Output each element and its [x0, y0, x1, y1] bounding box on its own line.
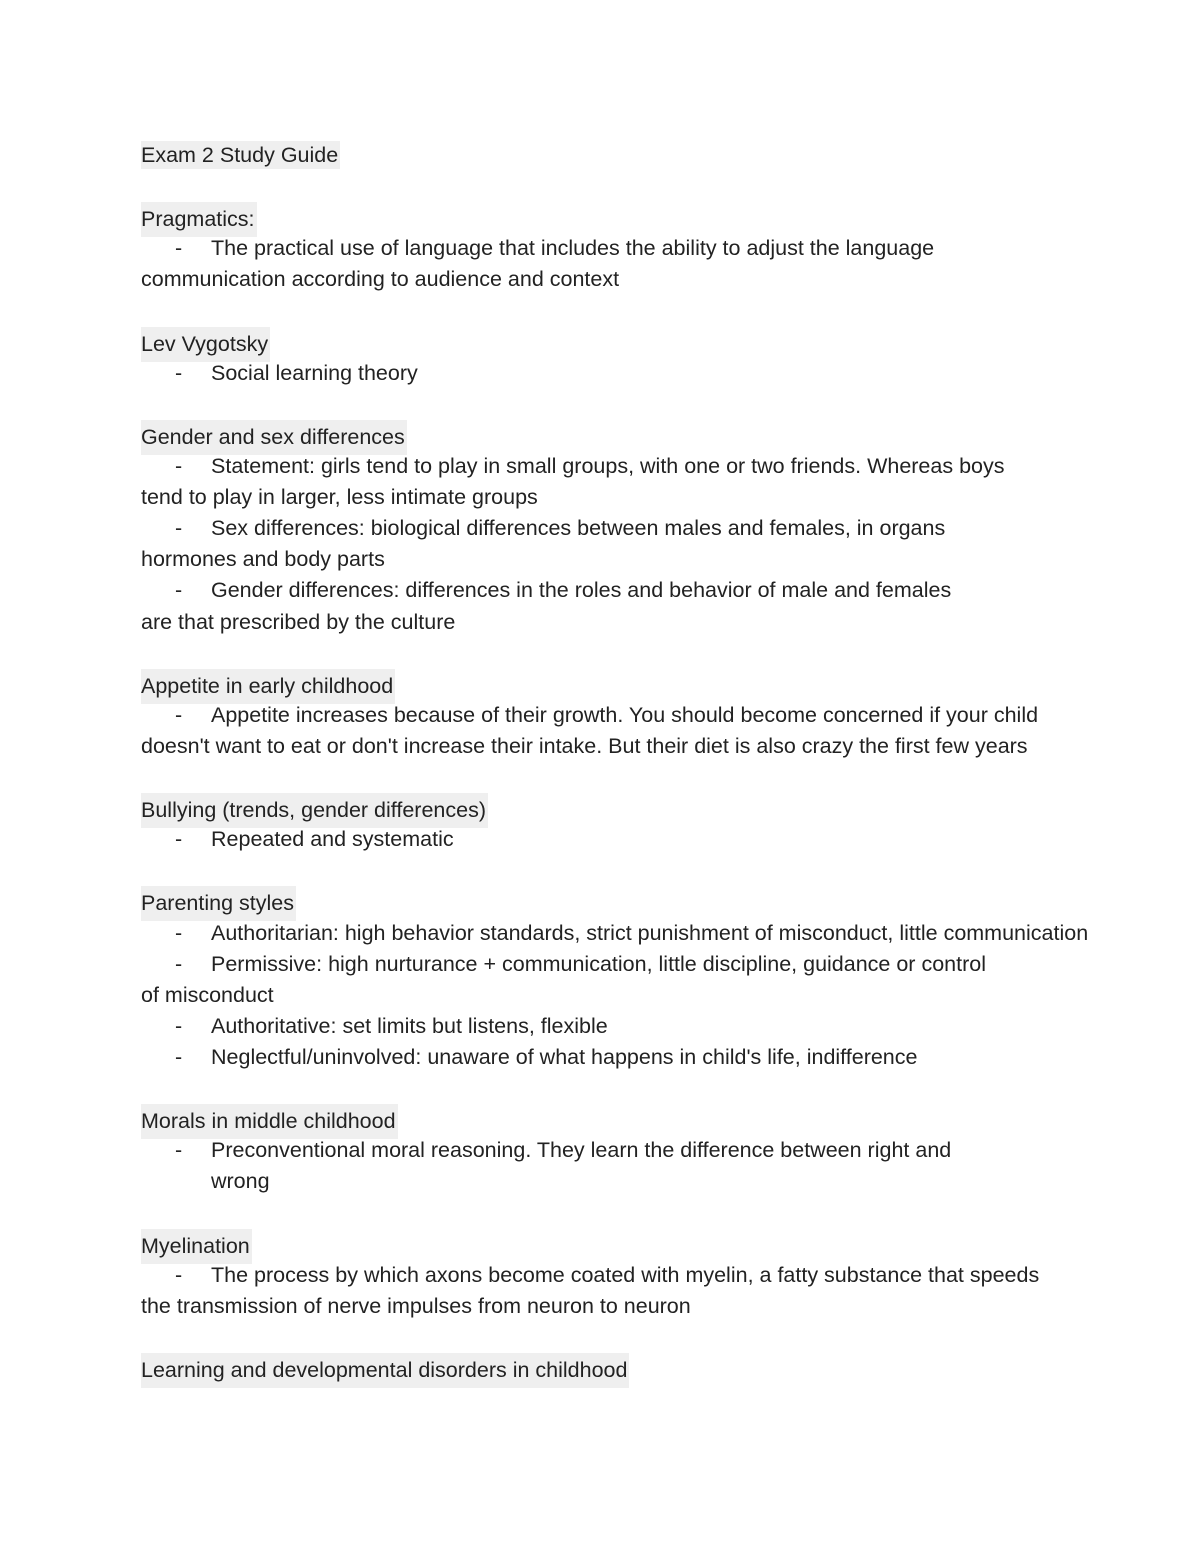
- section-heading: [0, 420, 1200, 451]
- bullet-dash-icon: -: [175, 827, 183, 851]
- bullet-continuation: [0, 482, 1200, 513]
- page-title: [141, 140, 340, 171]
- bullet-continuation-text: doesn't want to eat or don't increase their intake. But their diet is also crazy the first few years: [141, 734, 1028, 758]
- bullet-text: Sex differences: biological differences between males and females, in organs: [211, 516, 946, 540]
- bullet-dash-icon: -: [175, 578, 183, 602]
- bullet-item: [0, 1135, 1200, 1166]
- section-heading-text: Parenting styles: [141, 886, 296, 921]
- bullet-item: [0, 918, 1200, 949]
- bullet-text: Social learning theory: [211, 361, 418, 385]
- section-heading: [0, 1353, 1200, 1384]
- bullet-text: Authoritative: set limits but listens, flexible: [211, 1014, 608, 1038]
- bullet-continuation-text: communication according to audience and context: [141, 267, 620, 291]
- bullet-text: Statement: girls tend to play in small groups, with one or two friends. Whereas boys: [211, 454, 1005, 478]
- bullet-item: [0, 451, 1200, 482]
- bullet-continuation: [0, 980, 1200, 1011]
- bullet-text: Authoritarian: high behavior standards, strict punishment of misconduct, little communication: [211, 921, 1089, 945]
- section-heading-text: Bullying (trends, gender differences): [141, 793, 488, 828]
- section-heading-text: Gender and sex differences: [141, 420, 407, 455]
- bullet-item: [0, 1011, 1200, 1042]
- section-heading-text: Appetite in early childhood: [141, 669, 395, 704]
- bullet-text: Appetite increases because of their growth. You should become concerned if your child: [211, 703, 1039, 727]
- bullet-continuation-text: of misconduct: [141, 983, 274, 1007]
- section-heading: [0, 327, 1200, 358]
- bullet-continuation: [0, 731, 1200, 762]
- bullet-item: [0, 233, 1200, 264]
- section-heading-text: Myelination: [141, 1229, 252, 1264]
- bullet-text: The practical use of language that includes the ability to adjust the language: [211, 236, 935, 260]
- bullet-dash-icon: -: [175, 236, 183, 260]
- bullet-item: [0, 700, 1200, 731]
- bullet-dash-icon: -: [175, 703, 183, 727]
- section-heading: [0, 886, 1200, 917]
- bullet-dash-icon: -: [175, 1045, 183, 1069]
- section-heading-text: Morals in middle childhood: [141, 1104, 398, 1139]
- bullet-continuation: [0, 264, 1200, 295]
- title-text: Exam 2 Study Guide: [141, 143, 339, 167]
- bullet-continuation: [0, 1291, 1200, 1322]
- section-heading: [0, 1229, 1200, 1260]
- bullet-item: [0, 575, 1200, 606]
- section-heading: [0, 793, 1200, 824]
- bullet-continuation: [0, 1166, 1200, 1197]
- bullet-text: Repeated and systematic: [211, 827, 454, 851]
- bullet-dash-icon: -: [175, 361, 183, 385]
- bullet-dash-icon: -: [175, 952, 183, 976]
- bullet-continuation-text: are that prescribed by the culture: [141, 610, 456, 634]
- bullet-item: [0, 1260, 1200, 1291]
- section-heading-text: Lev Vygotsky: [141, 327, 270, 362]
- bullet-text: Neglectful/uninvolved: unaware of what happens in child's life, indifference: [211, 1045, 918, 1069]
- section-heading-text: Pragmatics:: [141, 202, 257, 237]
- bullet-item: [0, 824, 1200, 855]
- bullet-continuation-text: tend to play in larger, less intimate groups: [141, 485, 538, 509]
- bullet-text: The process by which axons become coated with myelin, a fatty substance that speeds: [211, 1263, 1040, 1287]
- bullet-text: Gender differences: differences in the roles and behavior of male and females: [211, 578, 952, 602]
- bullet-text: Permissive: high nurturance + communication, little discipline, guidance or control: [211, 952, 986, 976]
- bullet-text: Preconventional moral reasoning. They learn the difference between right and: [211, 1138, 952, 1162]
- section-heading-text: Learning and developmental disorders in childhood: [141, 1353, 629, 1388]
- section-heading: [0, 669, 1200, 700]
- bullet-continuation: [0, 544, 1200, 575]
- bullet-dash-icon: -: [175, 454, 183, 478]
- section-heading: [0, 1104, 1200, 1135]
- bullet-item: [0, 1042, 1200, 1073]
- bullet-continuation-text: the transmission of nerve impulses from neuron to neuron: [141, 1294, 691, 1318]
- bullet-continuation-text: wrong: [211, 1169, 270, 1193]
- bullet-dash-icon: -: [175, 1263, 183, 1287]
- bullet-item: [0, 358, 1200, 389]
- bullet-dash-icon: -: [175, 516, 183, 540]
- bullet-item: [0, 513, 1200, 544]
- bullet-dash-icon: -: [175, 1014, 183, 1038]
- bullet-dash-icon: -: [175, 1138, 183, 1162]
- bullet-dash-icon: -: [175, 921, 183, 945]
- bullet-continuation-text: hormones and body parts: [141, 547, 385, 571]
- bullet-continuation: [0, 607, 1200, 638]
- section-heading: [0, 202, 1200, 233]
- bullet-item: [0, 949, 1200, 980]
